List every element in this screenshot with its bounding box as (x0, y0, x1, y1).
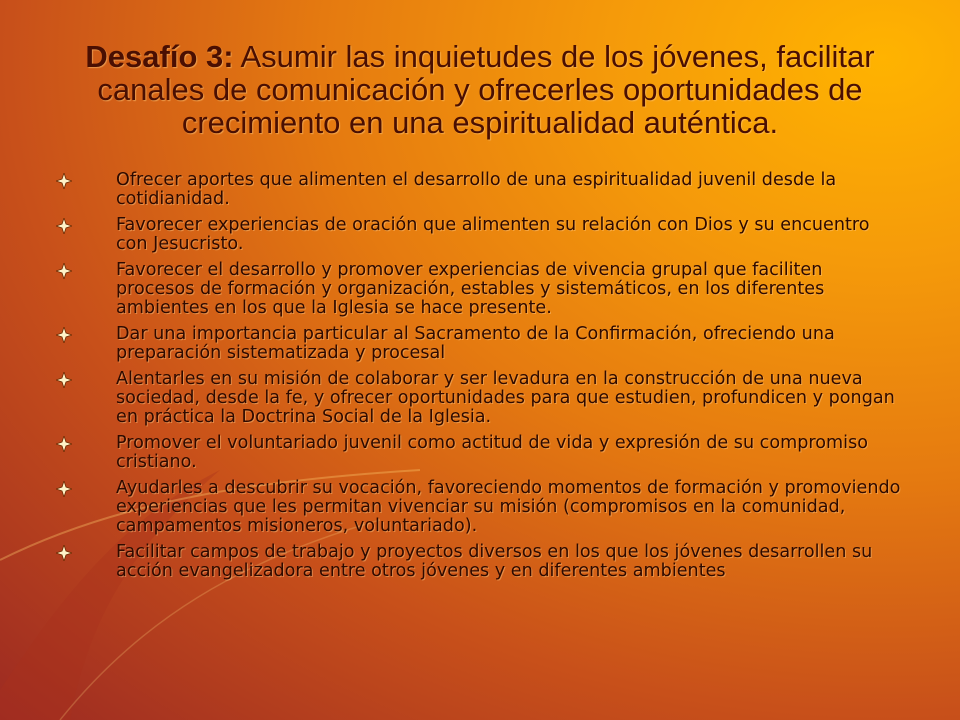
list-item (56, 434, 906, 472)
four-point-star-icon (56, 327, 72, 343)
list-item (56, 543, 906, 581)
title-lead: Desafío 3: (85, 39, 234, 74)
slide-title (40, 40, 920, 139)
four-point-star-icon (56, 173, 72, 189)
four-point-star-icon (56, 481, 72, 497)
bullet-list (56, 171, 906, 588)
list-item-text: Facilitar campos de trabajo y proyectos diversos en los que los jóvenes desarrollen su acción evangelizadora entre otros jóvenes y en diferentes ambientes (116, 542, 873, 581)
list-item-text: Ofrecer aportes que alimenten el desarrollo de una espiritualidad juvenil desde la cotidianidad. (116, 170, 837, 209)
four-point-star-icon (56, 545, 72, 561)
list-item (56, 216, 906, 254)
list-item (56, 479, 906, 536)
list-item (56, 261, 906, 318)
list-item-text: Favorecer el desarrollo y promover experiencias de vivencia grupal que faciliten procesos de formación y organización, estables y sistemáticos, en los diferentes ambientes en los que la Iglesia se hace presente. (116, 260, 825, 318)
four-point-star-icon (56, 218, 72, 234)
four-point-star-icon (56, 263, 72, 279)
list-item-text: Ayudarles a descubrir su vocación, favoreciendo momentos de formación y promoviendo experiencias que les permitan vivenciar su misión (compromisos en la comunidad, campamentos misioneros, voluntariado). (116, 478, 901, 536)
title-text: Asumir las inquietudes de los jóvenes, facilitar canales de comunicación y ofrecerles oportunidades de crecimiento en una espiritualidad auténtica. (97, 39, 875, 140)
list-item (56, 325, 906, 363)
four-point-star-icon (56, 436, 72, 452)
list-item (56, 370, 906, 427)
list-item-text: Dar una importancia particular al Sacramento de la Confirmación, ofreciendo una preparación sistematizada y procesal (116, 324, 835, 363)
list-item (56, 171, 906, 209)
list-item-text: Promover el voluntariado juvenil como actitud de vida y expresión de su compromiso cristiano. (116, 433, 868, 472)
list-item-text: Alentarles en su misión de colaborar y ser levadura en la construcción de una nueva sociedad, desde la fe, y ofrecer oportunidades para que estudien, profundicen y pongan en práctica la Doctrina Social de la Iglesia. (116, 369, 895, 427)
four-point-star-icon (56, 372, 72, 388)
list-item-text: Favorecer experiencias de oración que alimenten su relación con Dios y su encuentro con Jesucristo. (116, 215, 870, 254)
